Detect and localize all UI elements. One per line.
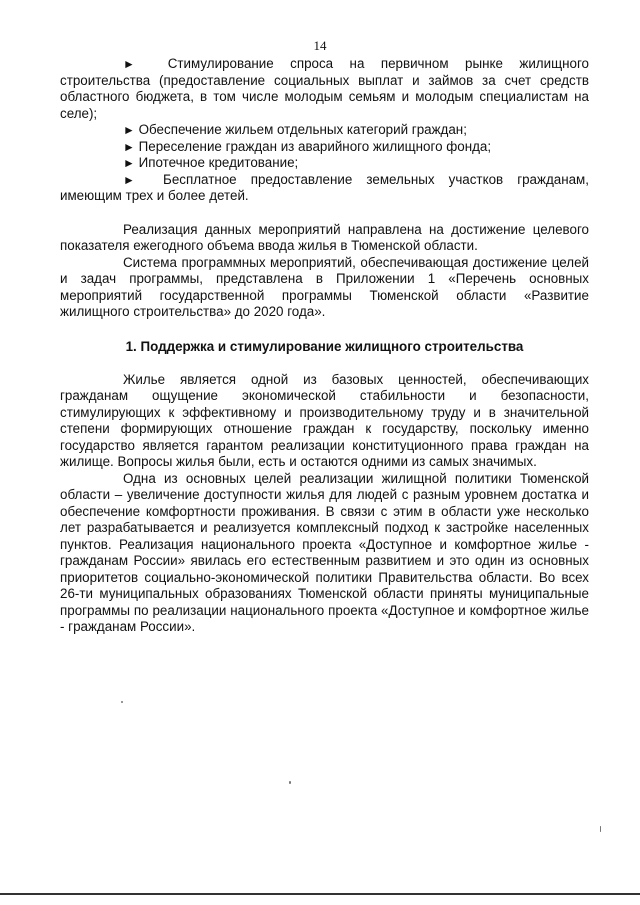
bullet-list bbox=[60, 56, 589, 205]
scan-speck bbox=[121, 701, 123, 703]
section-heading: 1. Поддержка и стимулирование жилищного строительства bbox=[125, 338, 524, 354]
paragraph: Реализация данных мероприятий направлена на достижение целевого показателя ежегодного объема ввода жилья в Тюменской области. bbox=[60, 221, 589, 253]
bullet-item: ► Переселение граждан из аварийного жилищного фонда; bbox=[123, 138, 492, 154]
scan-speck bbox=[289, 781, 291, 784]
paragraph: Одна из основных целей реализации жилищной политики Тюменской области – увеличение доступности жилья для людей с разным уровнем достатка и обеспечение комфортности проживания. В связи с этим в области уже несколько лет разрабатывается и реализуется комплексный подход к застройке населенных пунктов. Реализация национального проекта «Доступное и комфортное жилье - гражданам России» явилась его естественным развитием и это один из основных приоритетов социально-экономической политики Правительства области. Во всех 26-ти муниципальных образованиях Тюменской области приняты муниципальные программы по реализации национального проекта «Доступное и комфортное жилье - гражданам России». bbox=[60, 470, 589, 634]
bullet-arrow-icon: ► bbox=[123, 123, 135, 137]
paragraph: Система программных мероприятий, обеспечивающая достижение целей и задач программы, представлена в Приложении 1 «Перечень основных мероприятий государственной программы Тюменской области «Развитие жилищного строительства» до 2020 года». bbox=[60, 254, 589, 319]
page-number: 14 bbox=[313, 38, 327, 53]
page-body bbox=[60, 56, 589, 636]
bullet-arrow-icon: ► bbox=[123, 172, 135, 187]
bullet-arrow-icon: ► bbox=[123, 156, 135, 170]
scan-speck bbox=[600, 826, 601, 832]
scan-edge bbox=[0, 893, 640, 895]
paragraph: Жилье является одной из базовых ценностей, обеспечивающих гражданам ощущение экономической стабильности и безопасности, стимулирующих к эффективному и производительному труду и в значительной степени формирующих отношение граждан к государству, поскольку именно государство является гарантом реализации конституционного права граждан на жилище. Вопросы жилья были, есть и остаются одними из самых значимых. bbox=[60, 371, 589, 469]
bullet-item: ► Стимулирование спроса на первичном рынке жилищного строительства (предоставление социальных выплат и займов за счет средств областного бюджета, в том числе молодым семьям и молодым специалистам на селе); bbox=[60, 56, 589, 121]
bullet-item: ► Бесплатное предоставление земельных участков гражданам, имеющим трех и более детей. bbox=[60, 171, 589, 203]
bullet-arrow-icon: ► bbox=[123, 57, 135, 71]
bullet-arrow-icon: ► bbox=[123, 139, 135, 154]
bullet-item: ► Ипотечное кредитование; bbox=[123, 155, 299, 170]
bullet-item: ► Обеспечение жильем отдельных категорий граждан; bbox=[123, 122, 467, 137]
